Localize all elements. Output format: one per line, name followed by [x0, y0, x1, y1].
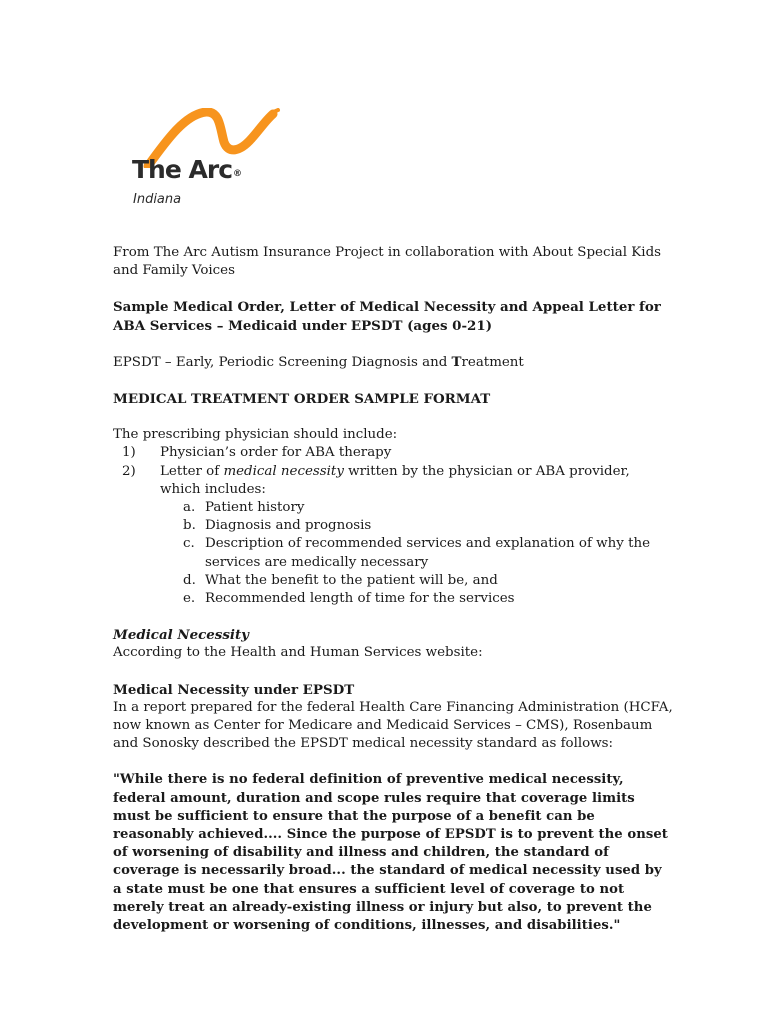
intro-paragraph: From The Arc Autism Insurance Project in collaboration with About Special Kids and Family Voices	[113, 245, 662, 279]
letter-contents-sublist	[160, 499, 673, 608]
medical-necessity-title: Medical Necessity	[113, 627, 249, 644]
logo-subtitle: Indiana	[133, 192, 182, 207]
list-item: 2) Letter of medical necessity written by the physician or ABA provider, which includes: a. Patient history b. Diagnosis and prognosis c. Description of recommended services and explanation of why the services are medically necessary d. What the benefit to the patient will be, and e. Recommended length of time for the services	[113, 463, 673, 609]
requirements-list	[113, 444, 673, 608]
document-heading: Sample Medical Order, Letter of Medical Necessity and Appeal Letter for ABA Services – Medicaid under EPSDT (ages 0-21)	[113, 299, 661, 334]
the-arc-indiana-logo	[128, 108, 288, 214]
medical-necessity-text: According to the Health and Human Services website:	[113, 645, 483, 661]
list-item: 1) Physician’s order for ABA therapy	[122, 445, 392, 461]
epsdt-quote: "While there is no federal definition of preventive medical necessity, federal amount, duration and scope rules require that coverage limits must be sufficient to ensure that the purpose of a benefit can be reasonably achieved.... Since the purpose of EPSDT is to prevent the onset of worsening of disability and illness and children, the standard of coverage is necessarily broad... the standard of medical necessity used by a state must be one that ensures a sufficient level of coverage to not merely treat an already-existing illness or injury but also, to prevent the development or worsening of conditions, illnesses, and disabilities."	[113, 772, 668, 934]
list-item: b. Diagnosis and prognosis	[183, 518, 372, 534]
logo-name: The Arc®	[132, 155, 242, 184]
epsdt-definition: EPSDT – Early, Periodic Screening Diagnosis and Treatment	[113, 353, 524, 370]
list-item: d. What the benefit to the patient will be, and	[183, 572, 498, 588]
epsdt-section-text: In a report prepared for the federal Health Care Financing Administration (HCFA, now known as Center for Medicare and Medicaid Services – CMS), Rosenbaum and Sonosky described the EPSDT medical necessity standard as follows:	[113, 699, 673, 752]
prescribing-intro: The prescribing physician should include:	[113, 427, 398, 443]
order-section-title: MEDICAL TREATMENT ORDER SAMPLE FORMAT	[113, 391, 491, 408]
document-body	[113, 244, 673, 935]
list-item: c. Description of recommended services and explanation of why the services are medically necessary	[183, 536, 650, 570]
epsdt-section-title: Medical Necessity under EPSDT	[113, 681, 355, 698]
list-item: a. Patient history	[183, 500, 305, 516]
list-item: e. Recommended length of time for the services	[183, 591, 515, 607]
